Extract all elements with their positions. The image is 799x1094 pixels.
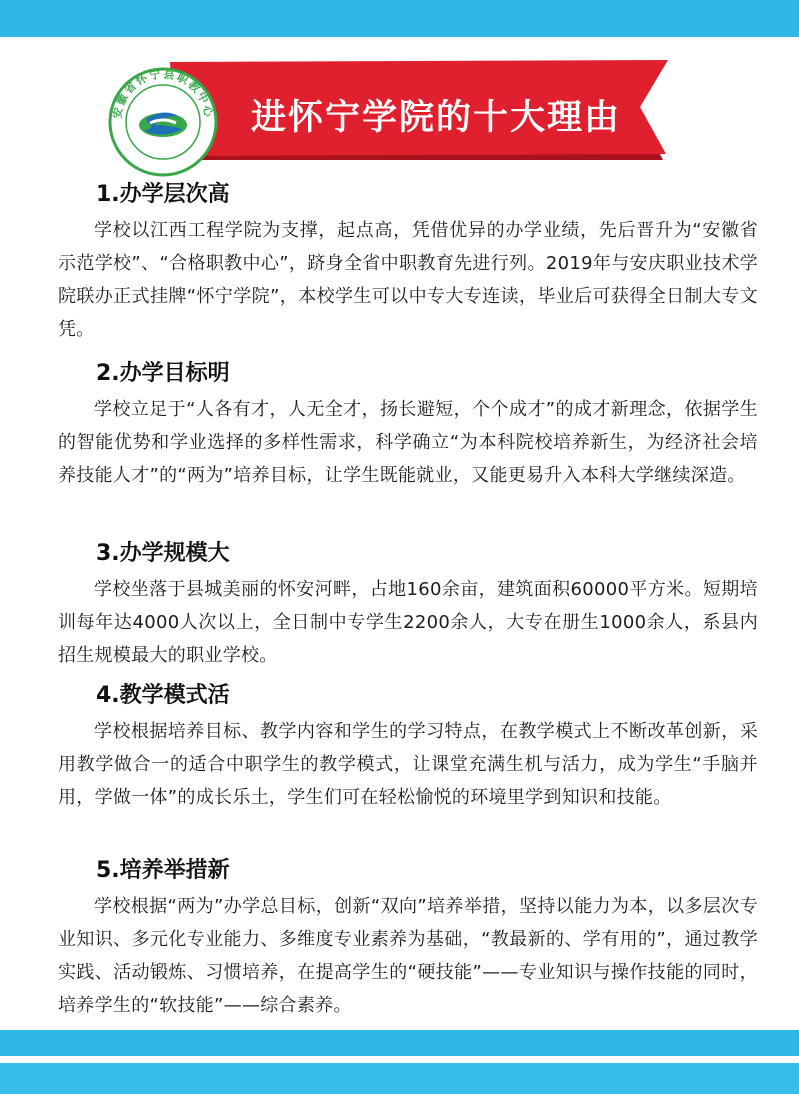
section-3 xyxy=(58,535,758,672)
section-text: 学校根据培养目标、教学内容和学生的学习特点，在教学模式上不断改革创新，采用教学做合一的适合中职学生的教学模式，让课堂充满生机与活力，成为学生“手脑并用，学做一体”的成长乐土，学生们可在轻松愉悦的环境里学到知识和技能。 xyxy=(58,721,758,808)
section-heading: 2.办学目标明 xyxy=(96,361,230,386)
section-1 xyxy=(58,176,758,346)
page-title: 进怀宁学院的十大理由 xyxy=(250,97,621,138)
section-2 xyxy=(58,355,758,492)
bottom-blue-band xyxy=(0,1030,799,1056)
section-5 xyxy=(58,852,758,1022)
bottom-blue-strip xyxy=(0,1063,799,1094)
section-heading: 3.办学规模大 xyxy=(96,541,230,566)
section-text: 学校立足于“人各有才，人无全才，扬长避短，个个成才”的成才新理念，依据学生的智能优势和学业选择的多样性需求，科学确立“为本科院校培养新生，为经济社会培养技能人才”的“两为”培养目标，让学生既能就业，又能更易升入本科大学继续深造。 xyxy=(58,399,758,486)
section-heading: 1.办学层次高 xyxy=(96,182,230,207)
logo-ring-text: 安徽省怀宁县职教中心 xyxy=(110,67,216,120)
section-heading: 5.培养举措新 xyxy=(96,858,230,883)
school-logo-icon xyxy=(108,67,218,177)
section-heading: 4.教学模式活 xyxy=(96,683,230,708)
section-text: 学校根据“两为”办学总目标，创新“双向”培养举措，坚持以能力为本，以多层次专业知识、多元化专业能力、多维度专业素养为基础，“教最新的、学有用的”，通过教学实践、活动锻炼、习惯培养，在提高学生的“硬技能”——专业知识与操作技能的同时，培养学生的“软技能”——综合素养。 xyxy=(58,896,758,1016)
section-text: 学校以江西工程学院为支撑，起点高，凭借优异的办学业绩，先后晋升为“安徽省示范学校”、“合格职教中心”，跻身全省中职教育先进行列。2019年与安庆职业技术学院联办正式挂牌“怀宁学院”，本校学生可以中专大专连读，毕业后可获得全日制大专文凭。 xyxy=(58,220,758,340)
section-text: 学校坐落于县城美丽的怀安河畔，占地160余亩，建筑面积60000平方米。短期培训每年达4000人次以上，全日制中专学生2200余人，大专在册生1000余人，系县内招生规模最大的职业学校。 xyxy=(58,579,758,666)
section-4 xyxy=(58,677,758,814)
